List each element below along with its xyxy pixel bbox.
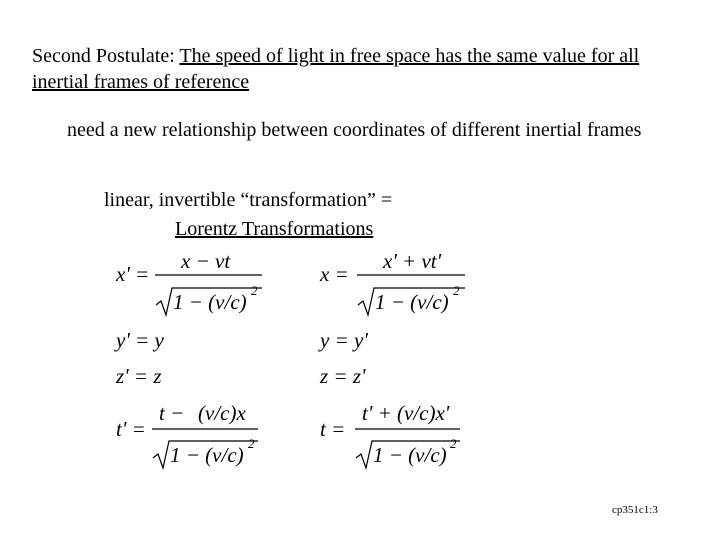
eq-x-prime-num: x − vt [181,249,231,273]
linear-transformation-text: linear, invertible “transformation” = [104,189,393,211]
eq-t-prime-num-b: (v/c)x [198,401,246,425]
eq-z-prime: z' = z [116,364,162,388]
eq-t [320,401,460,468]
eq-x [319,249,465,315]
eq-x-num: x' + vt' [383,249,442,273]
postulate-text: The speed of light in free space has the same value for all inertial frames of reference [32,45,640,93]
eq-t-num-b: (v/c)x' [397,401,450,425]
eq-t-prime-num-a: t − [159,401,185,425]
eq-x-prime-exp: 2 [251,283,258,298]
eq-y: y = y' [320,328,368,352]
eq-x-lhs: x = [320,262,349,286]
eq-t-prime [116,401,258,468]
eq-y-prime: y' = y [116,328,164,352]
eq-t-lhs: t = [320,417,346,441]
eq-x-den: 1 − (v/c) [375,290,449,314]
need-relationship-text: need a new relationship between coordinates of different inertial frames [67,119,642,141]
postulate-prefix: Second Postulate: [32,45,180,67]
lorentz-transformations-title: Lorentz Transformations [175,218,374,240]
eq-t-prime-exp: 2 [248,436,255,451]
eq-t-exp: 2 [450,436,457,451]
eq-t-prime-den: 1 − (v/c) [170,443,244,467]
eq-x-prime-den: 1 − (v/c) [173,290,247,314]
eq-x-exp: 2 [453,283,460,298]
eq-x-prime-lhs: x' = [116,262,150,286]
eq-x-prime [115,249,262,315]
eq-t-num-a: t' + [362,401,392,425]
eq-z: z = z' [320,364,366,388]
eq-t-den: 1 − (v/c) [373,443,447,467]
eq-t-prime-lhs: t' = [116,417,146,441]
slide-footer: cp351c1:3 [612,504,658,516]
